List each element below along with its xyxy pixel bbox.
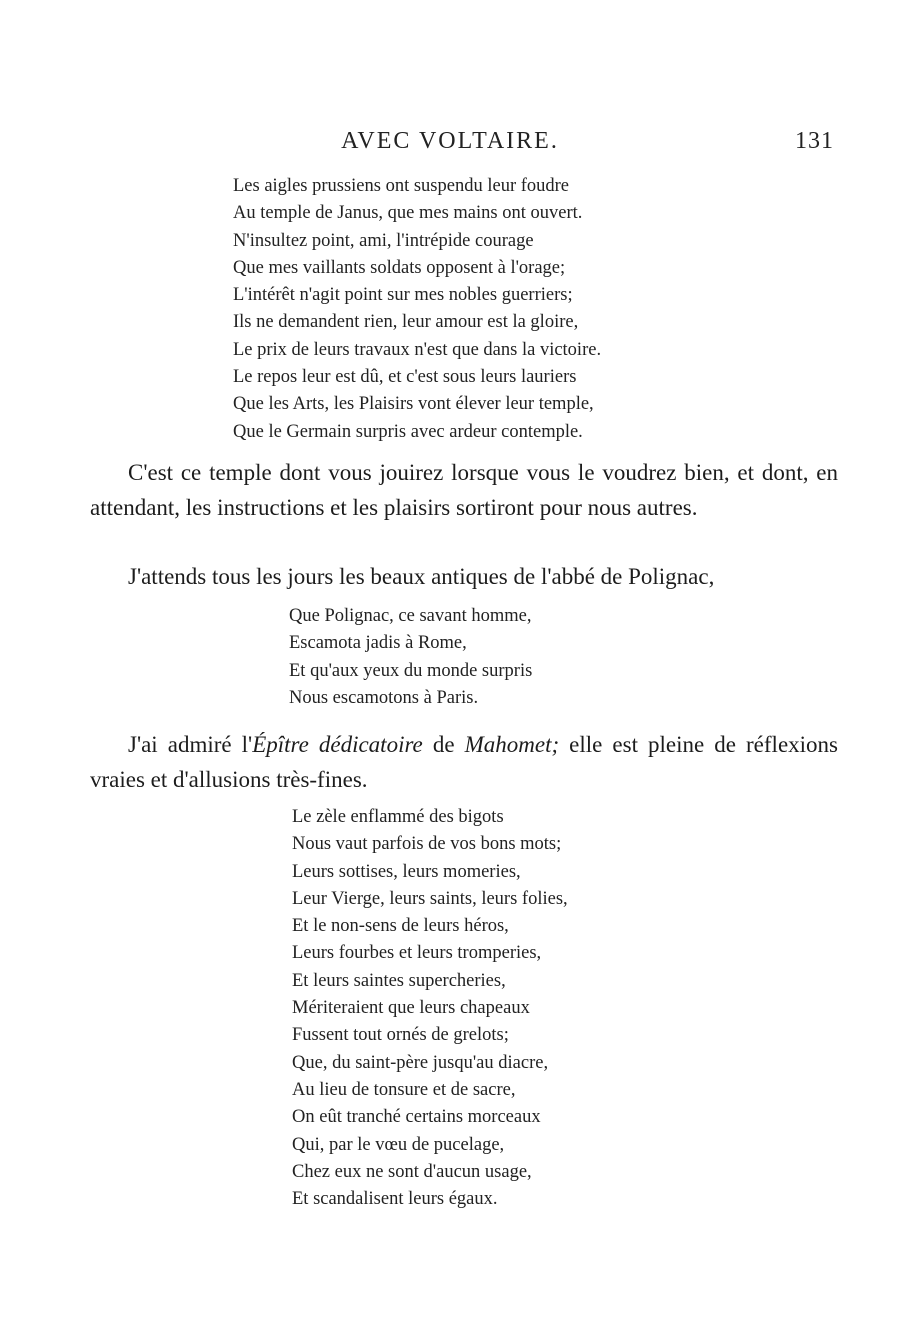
prose-paragraph-3: [90, 727, 838, 797]
verse-line: Le prix de leurs travaux n'est que dans la victoire.: [233, 339, 602, 360]
title-mahomet: Mahomet;: [464, 732, 560, 757]
verse-line: Et qu'aux yeux du monde surpris: [289, 660, 533, 681]
prose-paragraph-2: [90, 559, 838, 594]
verse-line: Les aigles prussiens ont suspendu leur foudre: [233, 176, 570, 196]
running-title: AVEC VOLTAIRE.: [341, 128, 559, 154]
verse-line: Leurs sottises, leurs momeries,: [292, 861, 521, 882]
verse-line: Et scandalisent leurs égaux.: [292, 1189, 498, 1210]
verse-line: N'insultez point, ami, l'intrépide courage: [233, 230, 534, 251]
verse-line: Au temple de Janus, que mes mains ont ouvert.: [233, 203, 583, 224]
verse-line: Leur Vierge, leurs saints, leurs folies,: [292, 888, 568, 909]
verse-line: Fussent tout ornés de grelots;: [292, 1025, 509, 1046]
verse-line: Chez eux ne sont d'aucun usage,: [292, 1161, 532, 1182]
verse-line: Leurs fourbes et leurs tromperies,: [292, 943, 542, 964]
prose-paragraph-1: [90, 455, 838, 525]
verse-line: Le zèle enflammé des bigots: [292, 807, 504, 827]
verse-line: Ils ne demandent rien, leur amour est la gloire,: [233, 312, 579, 333]
verse-line: Qui, par le vœu de pucelage,: [292, 1134, 505, 1155]
verse-block-3: [292, 804, 568, 1213]
title-epitre: Épître dédicatoire: [252, 732, 423, 757]
paragraph-text: J'attends tous les jours les beaux antiques de l'abbé de Polignac,: [128, 564, 715, 589]
verse-line: Nous vaut parfois de vos bons mots;: [292, 834, 562, 855]
paragraph-text-before: J'ai admiré l': [128, 732, 253, 757]
verse-line: Que, du saint-père jusqu'au diacre,: [292, 1052, 549, 1073]
verse-line: Le repos leur est dû, et c'est sous leurs lauriers: [233, 367, 577, 388]
verse-block-2: [289, 603, 532, 712]
verse-line: Au lieu de tonsure et de sacre,: [292, 1079, 516, 1100]
verse-line: L'intérêt n'agit point sur mes nobles guerriers;: [233, 285, 573, 306]
verse-line: Que Polignac, ce savant homme,: [289, 606, 532, 626]
verse-line: Et leurs saintes supercheries,: [292, 970, 506, 991]
page-number: 131: [795, 128, 834, 154]
verse-line: Escamota jadis à Rome,: [289, 633, 467, 654]
verse-line: Que mes vaillants soldats opposent à l'orage;: [233, 257, 566, 278]
verse-line: Mériteraient que leurs chapeaux: [292, 998, 530, 1019]
verse-block-1: [233, 173, 601, 446]
verse-line: Que les Arts, les Plaisirs vont élever leur temple,: [233, 394, 594, 415]
paragraph-text-middle: de: [422, 732, 465, 757]
verse-line: Que le Germain surpris avec ardeur contemple.: [233, 421, 583, 442]
paragraph-text-after: elle est pleine de réflexions vraies et d'allusions très-fines.: [90, 732, 838, 792]
verse-line: On eût tranché certains morceaux: [292, 1107, 541, 1128]
verse-line: Nous escamotons à Paris.: [289, 687, 479, 708]
paragraph-text: C'est ce temple dont vous jouirez lorsque vous le voudrez bien, et dont, en attendant, les instructions et les plaisirs sortiront pour nous autres.: [90, 460, 838, 520]
verse-line: Et le non-sens de leurs héros,: [292, 916, 509, 937]
